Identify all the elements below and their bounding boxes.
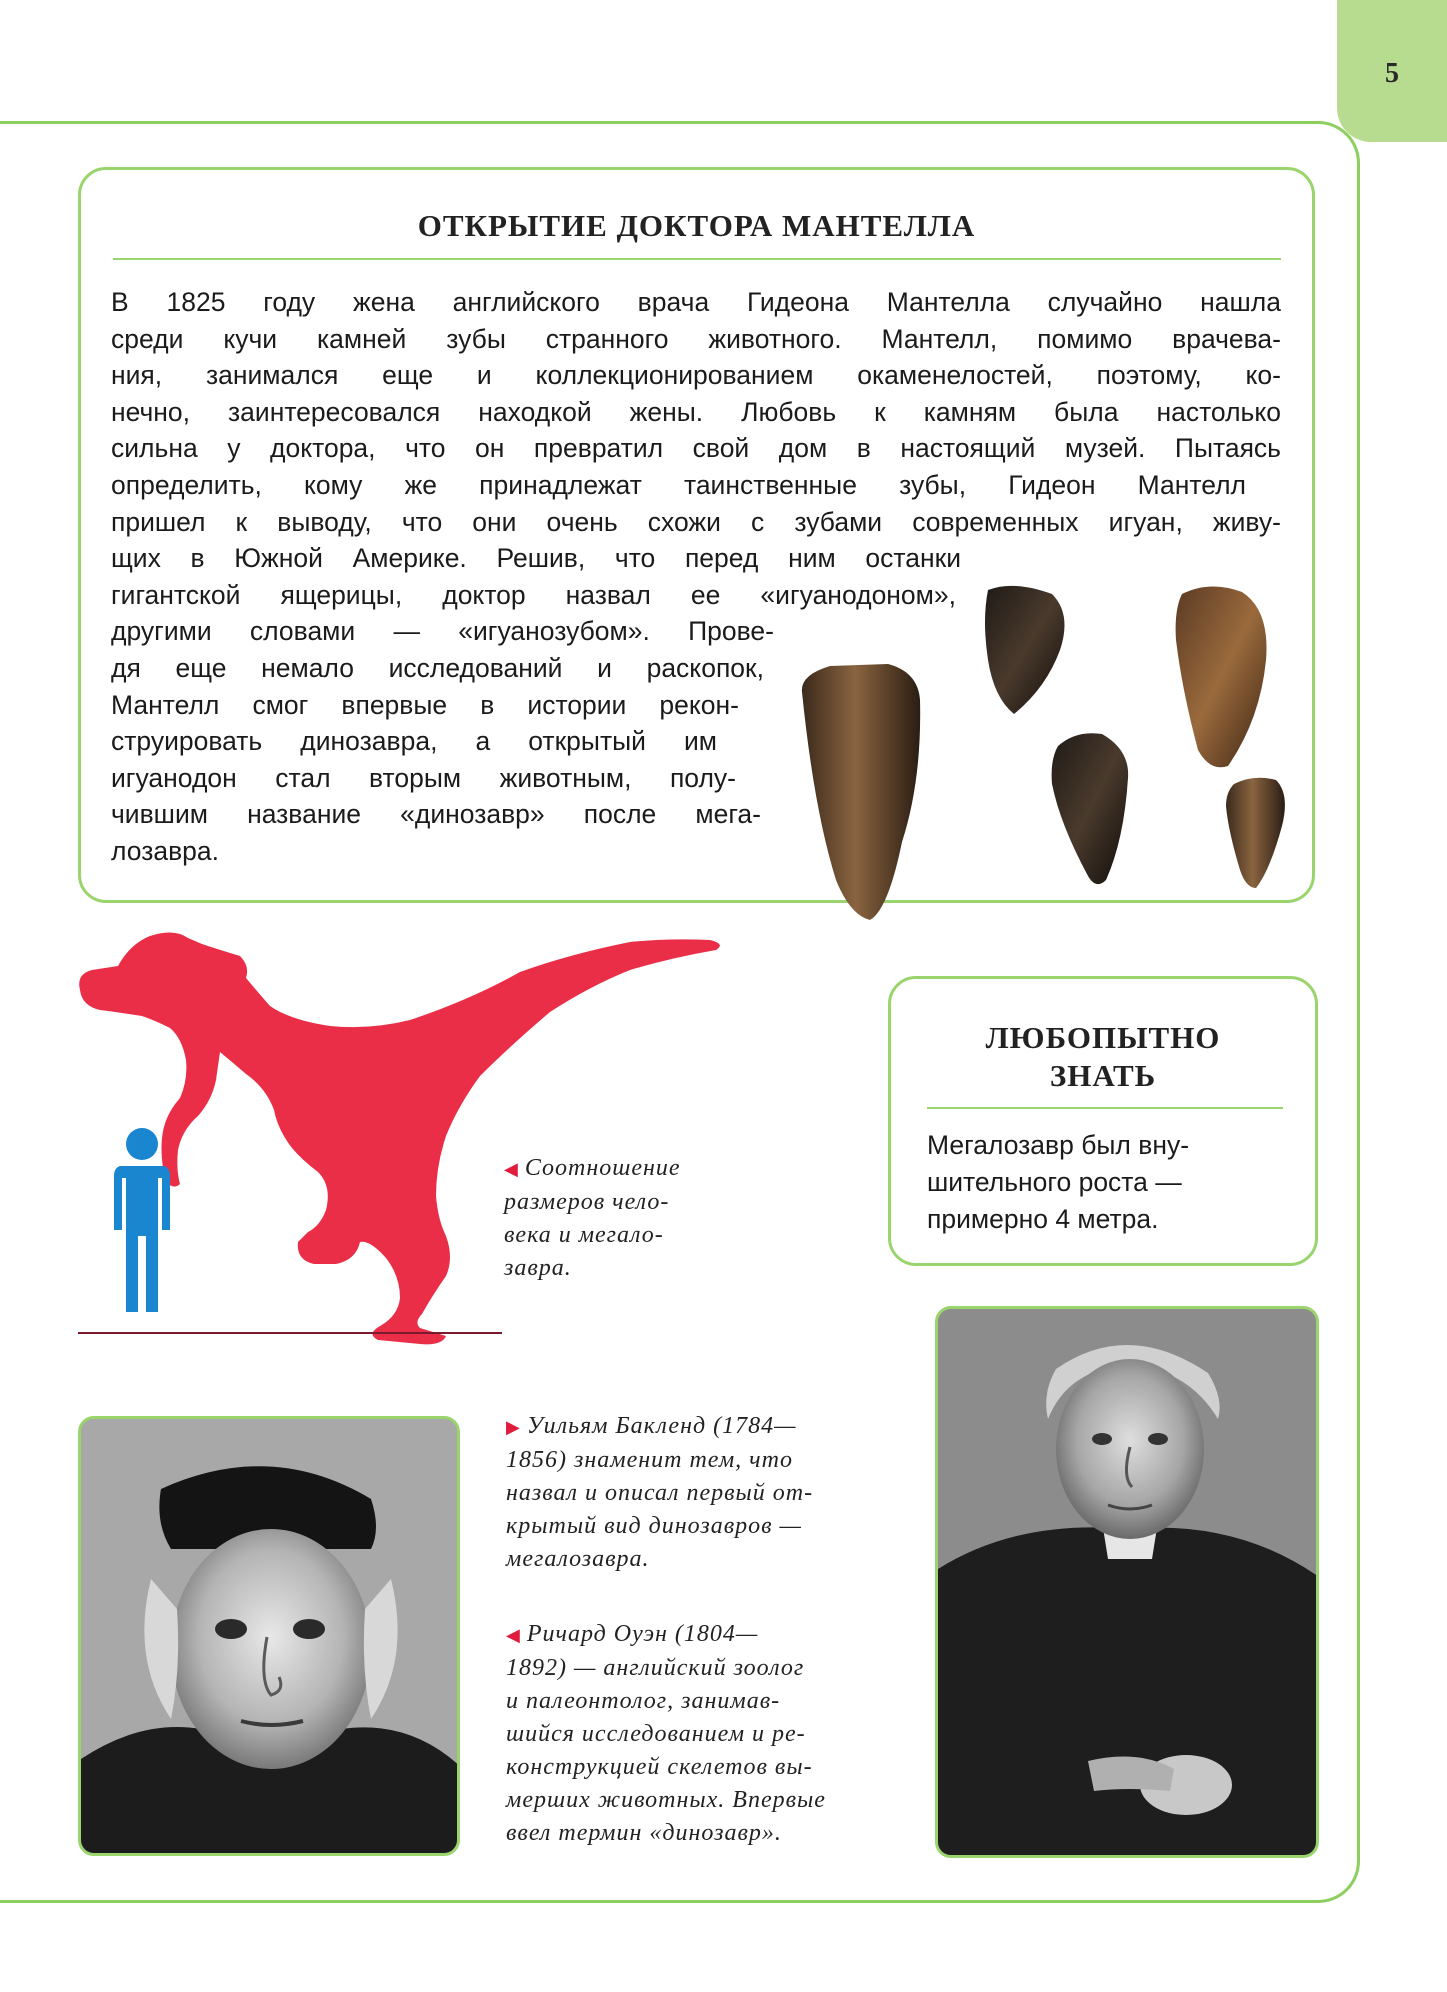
mantell-text-line: щих в Южной Америке. Решив, что перед ним останки: [111, 543, 961, 573]
mantell-text-line: пришел к выводу, что они очень схожи с зубами современных игуан, живу-: [111, 507, 1281, 537]
buckland-caption: [506, 1410, 896, 1576]
arrow-left-icon: ◀: [506, 1625, 521, 1645]
owen-portrait: [78, 1416, 460, 1856]
mantell-text-line: игуанодон стал вторым животным, полу-: [111, 763, 736, 793]
buckland-caption-line: Уильям Бакленд (1784—: [526, 1413, 797, 1439]
tooth-dark-top: [985, 586, 1065, 714]
mantell-text-line: среди кучи камней зубы странного животного. Мантелл, помимо врачева-: [111, 324, 1281, 354]
page-number: 5: [1385, 58, 1399, 89]
mantell-box-title: ОТКРЫТИЕ ДОКТОРА МАНТЕЛЛА: [417, 208, 976, 243]
owen-caption: [506, 1618, 896, 1850]
fact-box: [888, 976, 1318, 1266]
size-comparison-illustration: [70, 920, 730, 1350]
owen-caption-line: мерших животных. Впервые: [506, 1787, 826, 1813]
arrow-left-icon: ◀: [504, 1159, 519, 1179]
mantell-text-line: определить, кому же принадлежат таинственные зубы, Гидеон Мантелл: [111, 470, 1246, 500]
fact-box-title: [891, 1019, 1315, 1095]
owen-caption-line: ввел термин «динозавр».: [506, 1820, 782, 1846]
arrow-right-icon: ▶: [506, 1417, 521, 1437]
mantell-text-line: нечно, заинтересовался находкой жены. Любовь к камням была настолько: [111, 397, 1281, 427]
size-caption-line: Соотношение: [524, 1155, 681, 1181]
mantell-text-line: Мантелл смог впервые в истории рекон-: [111, 690, 739, 720]
mantell-title-rule: [113, 258, 1281, 260]
buckland-caption-line: 1856) знаменит тем, что: [506, 1447, 793, 1473]
mantell-text-line: сильна у доктора, что он превратил свой дом в настоящий музей. Пытаясь: [111, 433, 1281, 463]
page-tab: [1337, 0, 1447, 142]
fact-text-line: Мегалозавр был вну-: [927, 1130, 1190, 1160]
fact-title-rule: [927, 1107, 1283, 1109]
fact-title-line: ЛЮБОПЫТНО: [985, 1020, 1221, 1055]
owen-caption-line: шийся исследованием и ре-: [506, 1721, 806, 1747]
tooth-small-right: [1226, 778, 1285, 888]
buckland-caption-line: мегалозавра.: [506, 1546, 650, 1572]
fact-text-line: примерно 4 метра.: [927, 1204, 1159, 1234]
mantell-text-line: В 1825 году жена английского врача Гидеона Мантелла случайно нашла: [111, 287, 1281, 317]
mantell-text-line: другими словами — «игуанозубом». Прове-: [111, 616, 774, 646]
tooth-dark-middle: [1052, 733, 1129, 884]
owen-caption-line: и палеонтолог, занимав-: [506, 1688, 781, 1714]
tooth-brown-right: [1176, 586, 1267, 767]
buckland-caption-line: назвал и описал первый от-: [506, 1480, 814, 1506]
fossil-teeth-image: [790, 580, 1330, 930]
size-caption-line: размеров чело-: [504, 1189, 670, 1215]
owen-caption-line: Ричард Оуэн (1804—: [526, 1621, 759, 1647]
mantell-text-line: гигантской ящерицы, доктор назвал ее «игуанодоном»,: [111, 580, 956, 610]
human-figure: [114, 1128, 170, 1312]
size-caption-line: завра.: [504, 1255, 572, 1281]
buckland-caption-line: крытый вид динозавров —: [506, 1513, 802, 1539]
mantell-text-line: струировать динозавра, а открытый им: [111, 726, 717, 756]
fact-box-text: [927, 1127, 1287, 1238]
size-caption-line: века и мегало-: [504, 1222, 664, 1248]
mantell-text-line: лозавра.: [111, 836, 220, 866]
fact-title-line: ЗНАТЬ: [1049, 1058, 1157, 1093]
fact-text-line: шительного роста —: [927, 1167, 1182, 1197]
tooth-large: [802, 664, 920, 920]
owen-caption-line: конструкцией скелетов вы-: [506, 1754, 813, 1780]
buckland-portrait: [935, 1306, 1319, 1858]
size-caption: [504, 1152, 764, 1285]
mantell-text-line: чившим название «динозавр» после мега-: [111, 799, 761, 829]
owen-caption-line: 1892) — английский зоолог: [506, 1655, 805, 1681]
mantell-text-line: ния, занимался еще и коллекционированием окаменелостей, поэтому, ко-: [111, 360, 1281, 390]
mantell-text-line: дя еще немало исследований и раскопок,: [111, 653, 764, 683]
